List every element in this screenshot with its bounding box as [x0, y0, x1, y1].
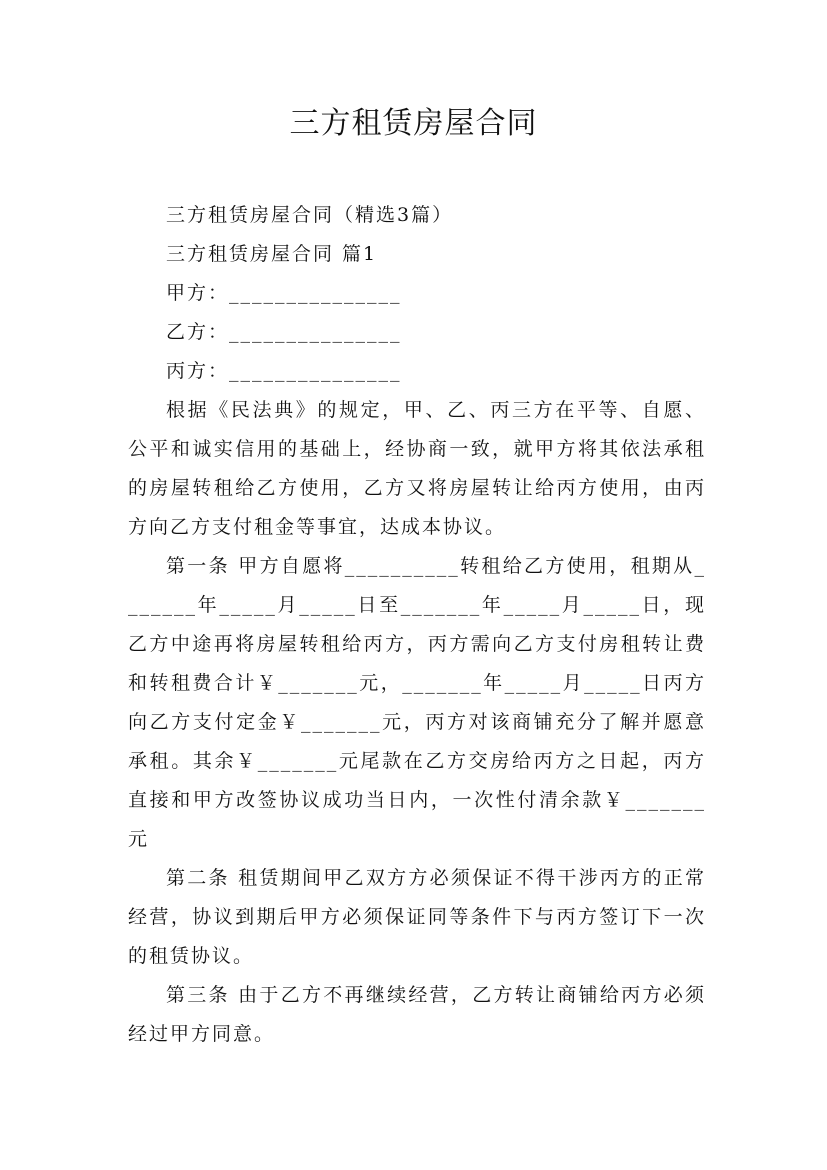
document-body — [128, 196, 706, 1054]
article-3-paragraph: 第三条 由于乙方不再继续经营，乙方转让商铺给丙方必须经过甲方同意。 — [128, 984, 706, 1045]
document-title: 三方租赁房屋合同 — [289, 106, 538, 141]
party-a-line: 甲方：_______________ — [166, 282, 402, 304]
document-subtitle: 三方租赁房屋合同（精选3篇） — [166, 204, 454, 226]
party-c-line: 丙方：_______________ — [166, 360, 402, 382]
article-1-paragraph: 第一条 甲方自愿将__________转租给乙方使用，租期从_______年_____月_____日至_______年_____月_____日，现乙方中途再将房屋转租给丙方，丙方需向乙方支付房租转让费和转租费合计￥_______元，_______年_____月_____日丙方向乙方支付定金￥_______元，丙方对该商铺充分了解并愿意承租。其余￥_______元尾款在乙方交房给丙方之日起，丙方直接和甲方改签协议成功当日内，一次性付清余款￥_______元 — [128, 555, 706, 850]
preamble-paragraph: 根据《民法典》的规定，甲、乙、丙三方在平等、自愿、公平和诚实信用的基础上，经协商一致，就甲方将其依法承租的房屋转租给乙方使用，乙方又将房屋转让给丙方使用，由丙方向乙方支付租金等事宜，达成本协议。 — [128, 399, 706, 538]
section-heading: 三方租赁房屋合同 篇1 — [166, 243, 378, 265]
party-b-line: 乙方：_______________ — [166, 321, 402, 343]
article-2-paragraph: 第二条 租赁期间甲乙双方方必须保证不得干涉丙方的正常经营，协议到期后甲方必须保证同等条件下与丙方签订下一次的租赁协议。 — [128, 867, 706, 967]
